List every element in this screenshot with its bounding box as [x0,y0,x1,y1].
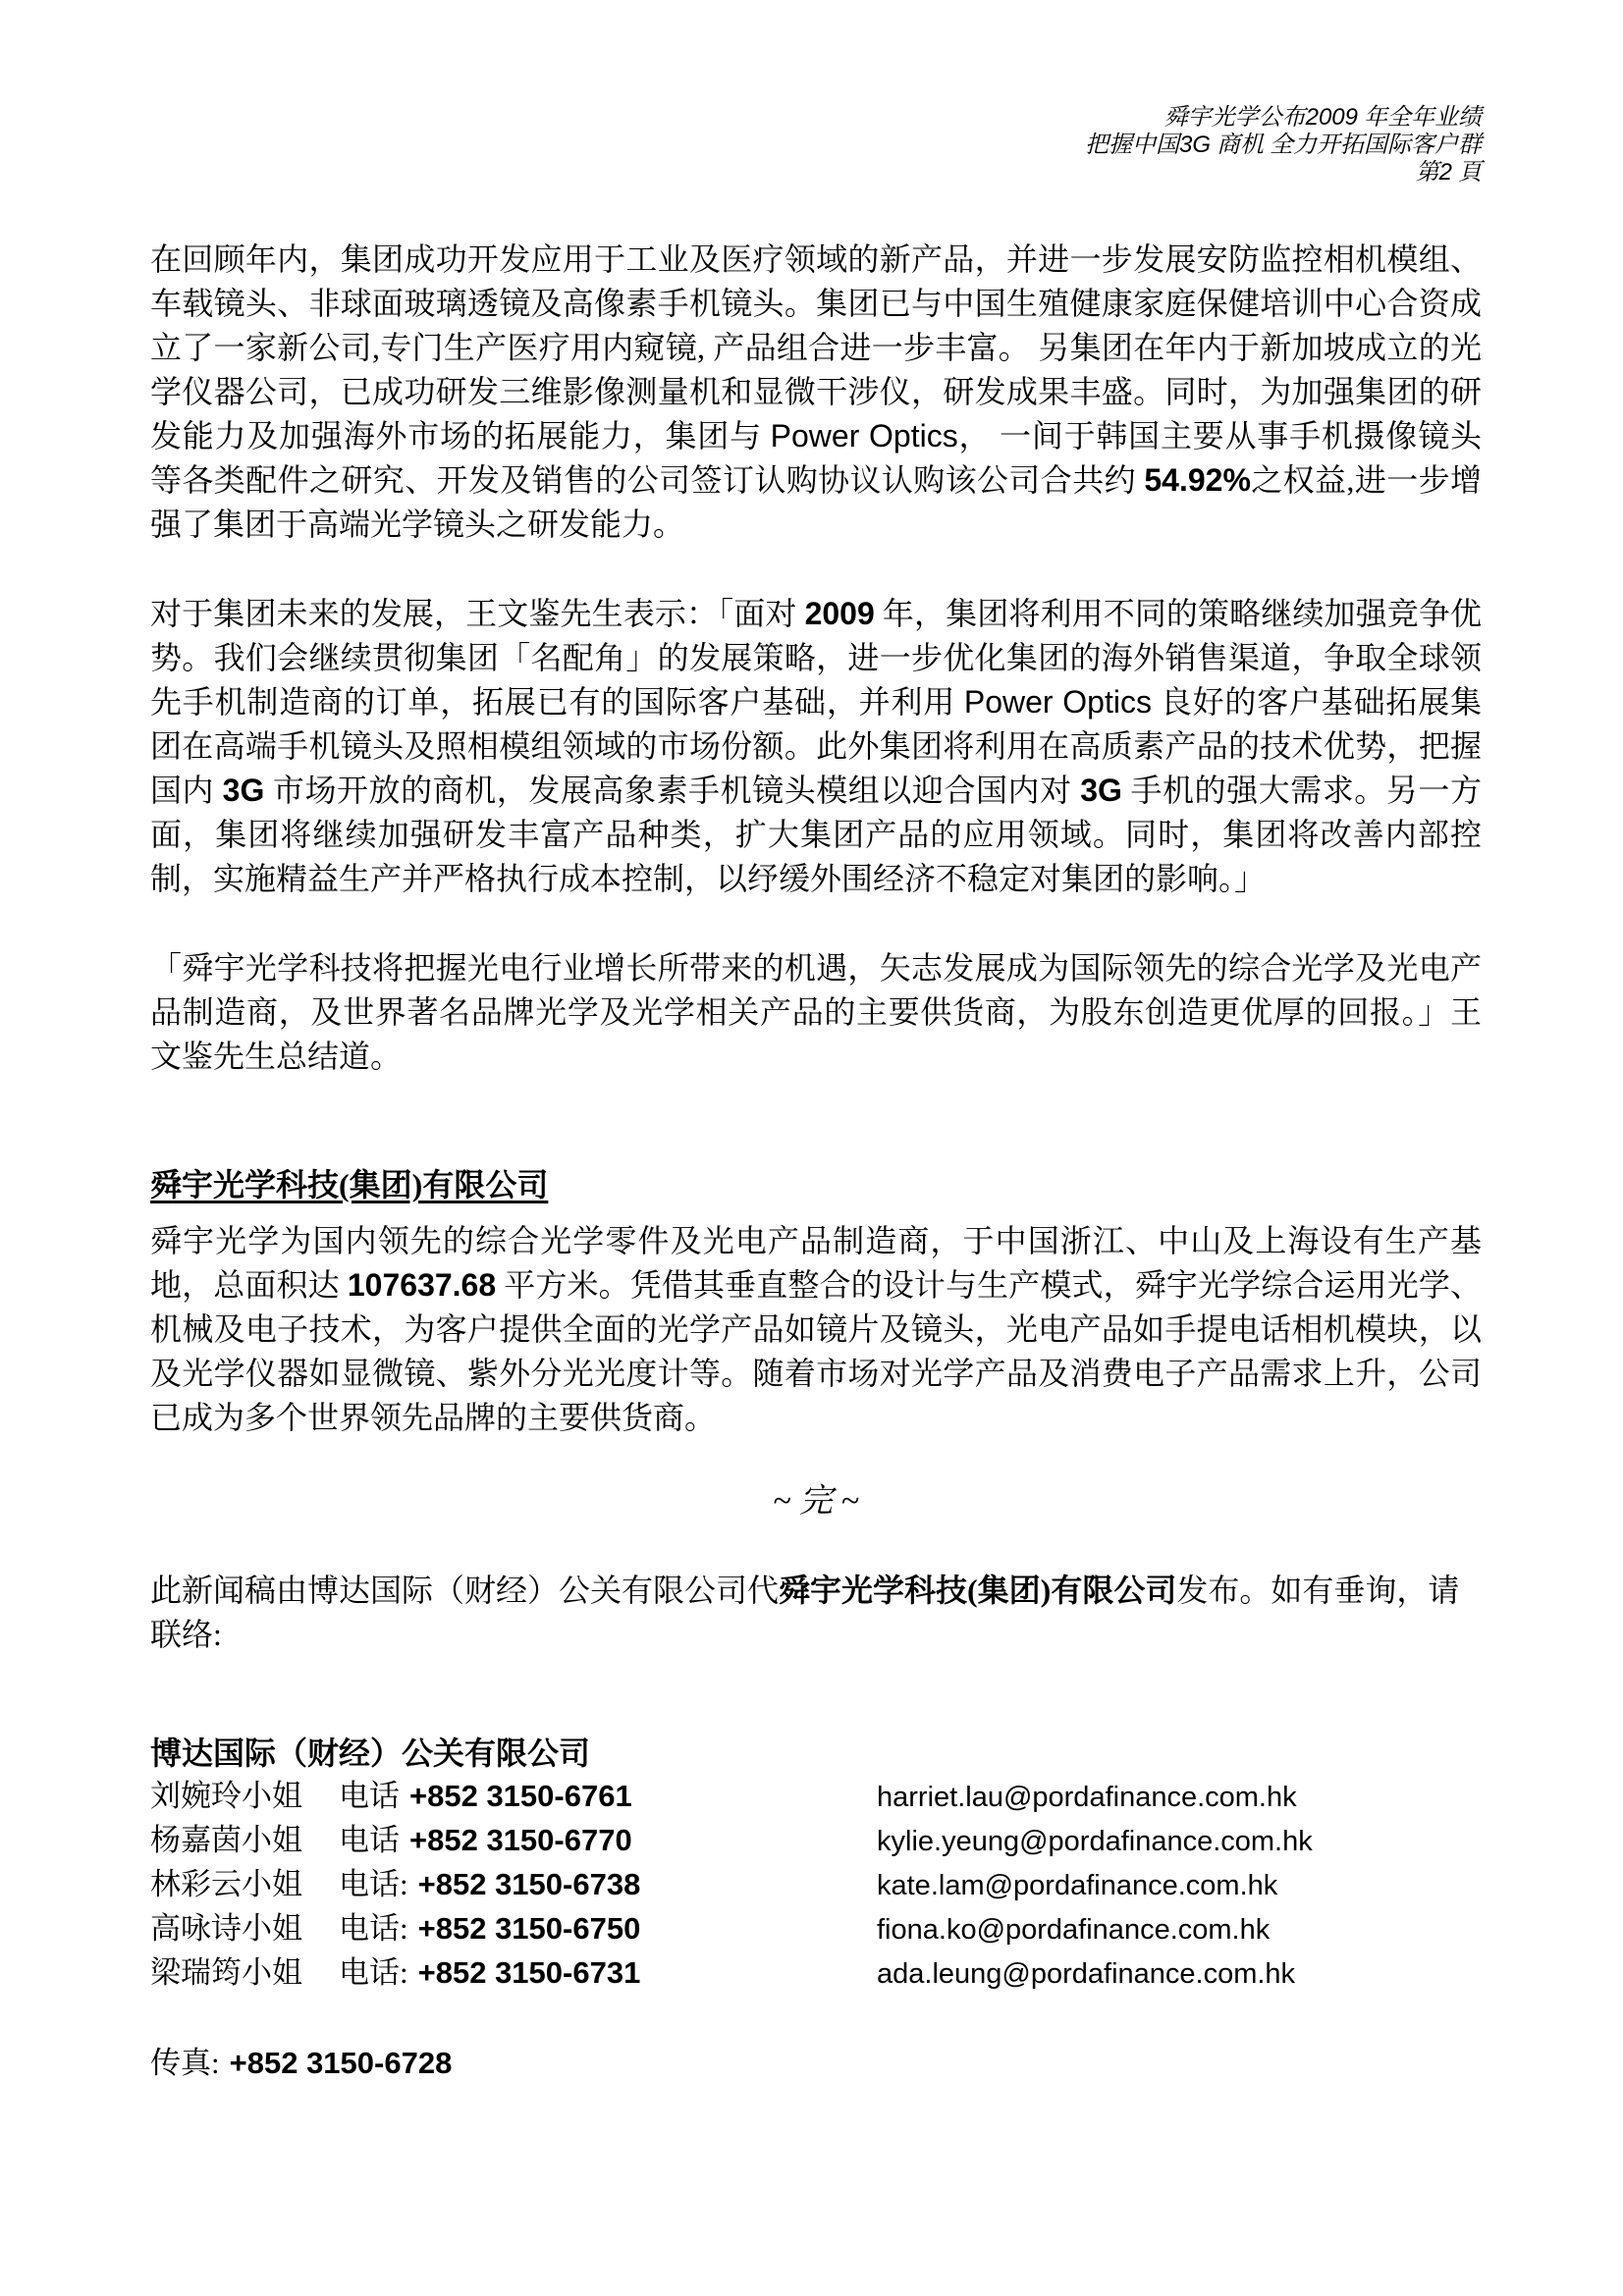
header-title-line-1 [150,104,1482,132]
text-segment: 对于集团未来的发展，王文鉴先生表示：「面对 [150,596,805,631]
contact-name: 梁瑞筠小姐 [150,1955,302,1990]
document-content [150,0,1482,2085]
text-segment: 手机的强大需求。另一方面，集团将继续加强研发丰富产品种类，扩大集团产品的应用领域。同时，集团将改善内部控制，实施精益生产并严格执行成本控制，以纾缓外围经济不稳定对集团的影响。」 [150,773,1482,896]
fax-label: 传真: [150,2046,220,2080]
contacts-section [150,1732,1482,1996]
phone-label: 电话: [339,1911,408,1946]
contact-name: 刘婉玲小姐 [150,1779,302,1813]
text-segment: 54.92% [1144,462,1251,498]
text-segment: 舜宇光学公布 [1163,105,1306,131]
text-segment: ， 一间于韩国主要从事手机摄像镜头等各类配件之研究、开发及销售的公司签订认购协议认购该公司合共约 [150,418,1482,498]
text-segment: 「舜宇光学科技将把握光电行业增长所带来的机遇，矢志发展成为国际领先的综合光学及光电产品制造商，及世界著名品牌光学及光学相关产品的主要供货商，为股东创造更优厚的回报。」王文鉴先生总结道。 [150,950,1482,1074]
contact-phone [339,1819,877,1862]
fax-line [150,2041,1482,2085]
text-segment: 舜宇光学为国内领先的综合光学零件及光电产品制造商，于中国浙江、中山及上海设有生产基地，总面积达 [150,1223,1482,1303]
contact-email: kate.lam@pordafinance.com.hk [877,1870,1278,1901]
contact-name: 高咏诗小姐 [150,1911,302,1946]
text-segment: 年全年业绩 [1358,105,1482,131]
contact-row [150,1951,1482,1996]
text-segment: 頁 [1452,160,1482,186]
phone-number: +852 3150-6750 [417,1911,641,1946]
press-release-notice [150,1569,1482,1657]
fax-number: +852 3150-6728 [229,2046,453,2080]
text-segment: 年，集团将利用不同的策略继续加强竞争优势。我们会继续贯彻集团「名配角」的发展策略，进一步优化集团的海外销售渠道，争取全球领先手机制造商的订单，拓展已有的国际客户基础，并利用 [150,596,1482,720]
phone-number: +852 3150-6738 [417,1867,641,1901]
paragraph-outlook [150,592,1482,901]
contact-phone [339,1863,877,1906]
text-segment: 此新闻稿由博达国际（财经）公关有限公司代 [150,1573,780,1608]
phone-label: 电话 [339,1823,400,1857]
text-segment: Power Optics [770,418,958,454]
contact-row [150,1819,1482,1863]
contact-email: fiona.ko@pordafinance.com.hk [877,1914,1271,1946]
text-segment: 平方米。凭借其垂直整合的设计与生产模式，舜宇光学综合运用光学、机械及电子技术，为客户提供全面的光学产品如镜片及镜头，光电产品如手提电话相机模块，以及光学仪器如显微镜、紫外分光光度计等。随着市场对光学产品及消费电子产品需求上升，公司已成为多个世界领先品牌的主要供货商。 [150,1267,1482,1435]
text-segment: 市场开放的商机，发展高象素手机镜头模组以迎合国内对 [264,773,1081,808]
phone-number: +852 3150-6731 [417,1955,641,1990]
text-segment: 2009 [804,596,875,631]
text-segment: 把握中国 [1084,133,1179,158]
company-section-heading [150,1163,1482,1207]
page-header [150,0,1482,187]
paragraph-review-year [150,238,1482,547]
company-section-heading-text: 舜宇光学科技(集团)有限公司 [150,1167,549,1202]
text-segment: 之权益,进一步增强了集团于高端光学镜头之研发能力。 [150,462,1482,542]
text-segment: 良好的客户基础拓展集团在高端手机镜头及照相模组领域的市场份额。此外集团将利用在高质素产品的技术优势，把握国内 [150,684,1482,808]
text-segment: 发布。如有垂询，请联络: [150,1573,1460,1652]
contact-row [150,1775,1482,1819]
phone-number: +852 3150-6770 [409,1823,632,1857]
paragraph-quote-summary [150,946,1482,1079]
text-segment: 第 [1415,160,1439,186]
phone-label: 电话 [339,1779,400,1813]
phone-label: 电话: [339,1955,408,1990]
contact-email: harriet.lau@pordafinance.com.hk [877,1782,1297,1813]
contact-phone [339,1775,877,1818]
phone-label: 电话: [339,1867,408,1901]
text-segment: 舜宇光学科技(集团)有限公司 [779,1573,1177,1608]
contacts-heading: 博达国际（财经）公关有限公司 [150,1735,591,1771]
header-title-line-2 [150,132,1482,159]
text-segment: 2009 [1305,104,1358,131]
text-segment: 3G [222,773,265,808]
text-segment: Power Optics [963,684,1152,720]
phone-number: +852 3150-6761 [409,1779,632,1813]
paragraph-company-profile [150,1219,1482,1440]
text-segment: 商机 全力开拓国际客户群 [1211,133,1482,158]
contact-phone [339,1951,877,1995]
contact-row [150,1907,1482,1951]
text-segment: 2 [1438,159,1452,186]
contact-email: ada.leung@pordafinance.com.hk [877,1958,1296,1990]
text-segment: 3G [1080,773,1122,808]
page-number [150,159,1482,187]
contact-name: 杨嘉茵小姐 [150,1823,302,1857]
text-segment: 107637.68 [347,1267,497,1303]
contact-email: kylie.yeung@pordafinance.com.hk [877,1826,1313,1857]
contact-row [150,1863,1482,1907]
end-mark: ~ 完 ~ [773,1483,859,1520]
contact-phone [339,1907,877,1950]
text-segment: 3G [1178,132,1211,158]
text-segment: 在回顾年内，集团成功开发应用于工业及医疗领域的新产品，并进一步发展安防监控相机模组、车载镜头、非球面玻璃透镜及高像素手机镜头。集团已与中国生殖健康家庭保健培训中心合资成立了一家新公司,专门生产医疗用内窥镜, 产品组合进一步丰富。 另集团在年内于新加坡成立的光学仪器公司，已成功研发三维影像测量机和显微干涉仪，研发成果丰盛。同时，为加强集团的研发能力及加强海外市场的拓展能力，集团与 [150,241,1482,454]
contact-name: 林彩云小姐 [150,1867,302,1901]
